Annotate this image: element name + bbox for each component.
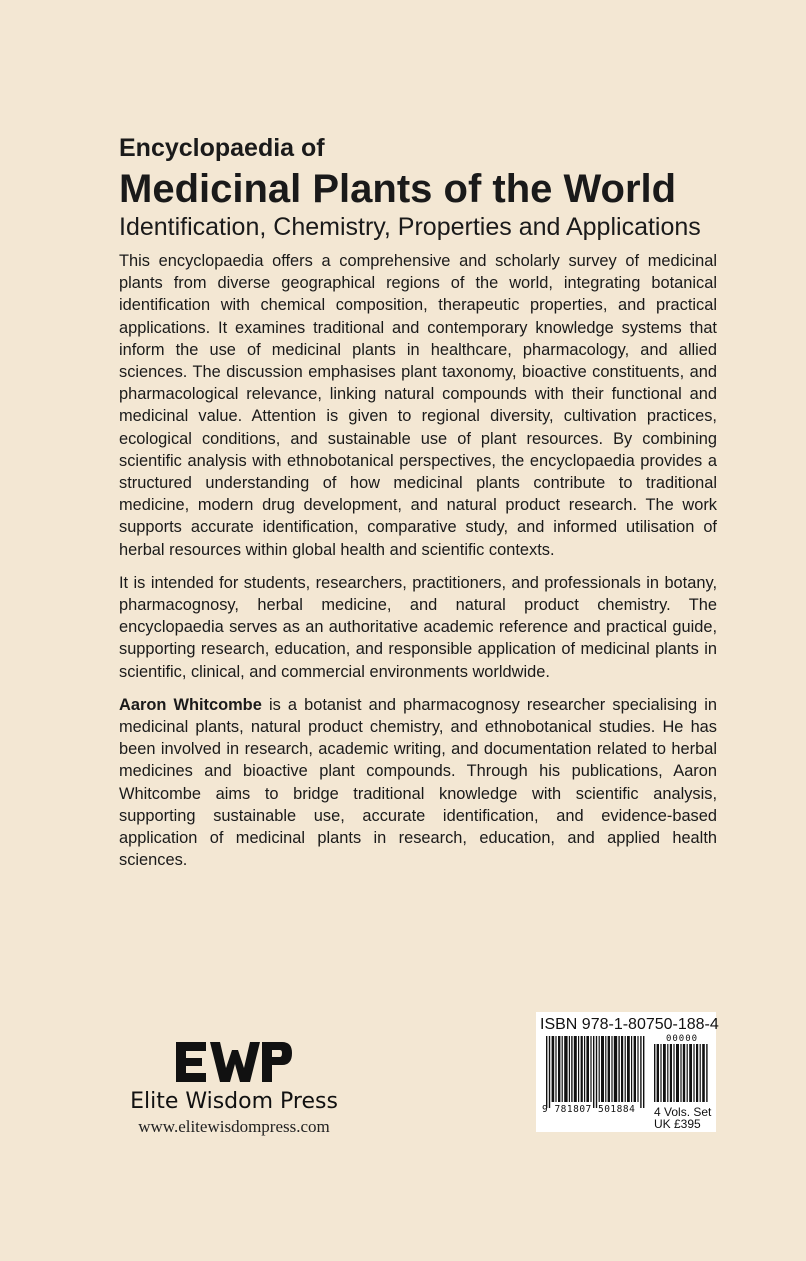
barcode-panel <box>536 1012 719 1132</box>
price-label: UK £395 <box>654 1117 701 1131</box>
publisher-name: Elite Wisdom Press <box>130 1089 338 1114</box>
addon-barcode <box>654 1044 710 1102</box>
book-subtitle: Identification, Chemistry, Properties and Applications <box>119 213 701 241</box>
publisher-block <box>118 1040 350 1138</box>
ewp-logo-icon <box>174 1040 294 1084</box>
blurb-paragraph-1: This encyclopaedia offers a comprehensive and scholarly survey of medicinal plants from diverse geographical regions of the world, integrating botanical identification with chemical composition, therapeutic properties, and practical applications. It examines traditional and contemporary knowledge systems that inform the use of medicinal plants in healthcare, pharmacology, and allied sciences. The discussion emphasises plant taxonomy, bioactive constituents, and pharmacological relevance, linking natural compounds with their functional and medicinal value. Attention is given to regional diversity, cultivation practices, ecological conditions, and sustainable use of plant resources. By combining scientific analysis with ethnobotanical perspectives, the encyclopaedia provides a structured understanding of how medicinal plants contribute to traditional medicine, modern drug development, and natural product research. The work supports accurate identification, comparative study, and informed utilisation of herbal resources within global health and scientific contexts. <box>119 252 717 559</box>
set-label: 4 Vols. Set <box>654 1105 712 1119</box>
ean-barcode <box>546 1036 646 1108</box>
addon-digits: 00000 <box>665 1034 699 1044</box>
author-name: Aaron Whitcombe <box>119 695 262 714</box>
barcode-digits: 9 781807 501884 <box>542 1104 636 1115</box>
title-line-1: Encyclopaedia of <box>119 134 325 162</box>
book-title: Medicinal Plants of the World <box>119 167 677 211</box>
back-cover-content <box>119 130 717 882</box>
publisher-url: www.elitewisdompress.com <box>138 1117 330 1136</box>
isbn-label: ISBN 978-1-80750-188-4 <box>540 1016 719 1033</box>
blurb-paragraph-2: It is intended for students, researchers, practitioners, and professionals in botany, pharmacognosy, herbal medicine, and natural product chemistry. The encyclopaedia serves as an authoritative academic reference and practical guide, supporting research, education, and responsible application of medicinal plants in scientific, clinical, and commercial environments worldwide. <box>119 573 717 681</box>
author-bio-text: is a botanist and pharmacognosy researcher specialising in medicinal plants, natural product chemistry, and ethnobotanical studies. He has been involved in research, academic writing, and documentation related to herbal medicines and bioactive plant compounds. Through his publications, Aaron Whitcombe aims to bridge traditional knowledge with scientific analysis, supporting sustainable use, accurate identification, and evidence-based application of medicinal plants in research, education, and applied health sciences. <box>119 695 718 870</box>
author-bio <box>119 694 717 872</box>
